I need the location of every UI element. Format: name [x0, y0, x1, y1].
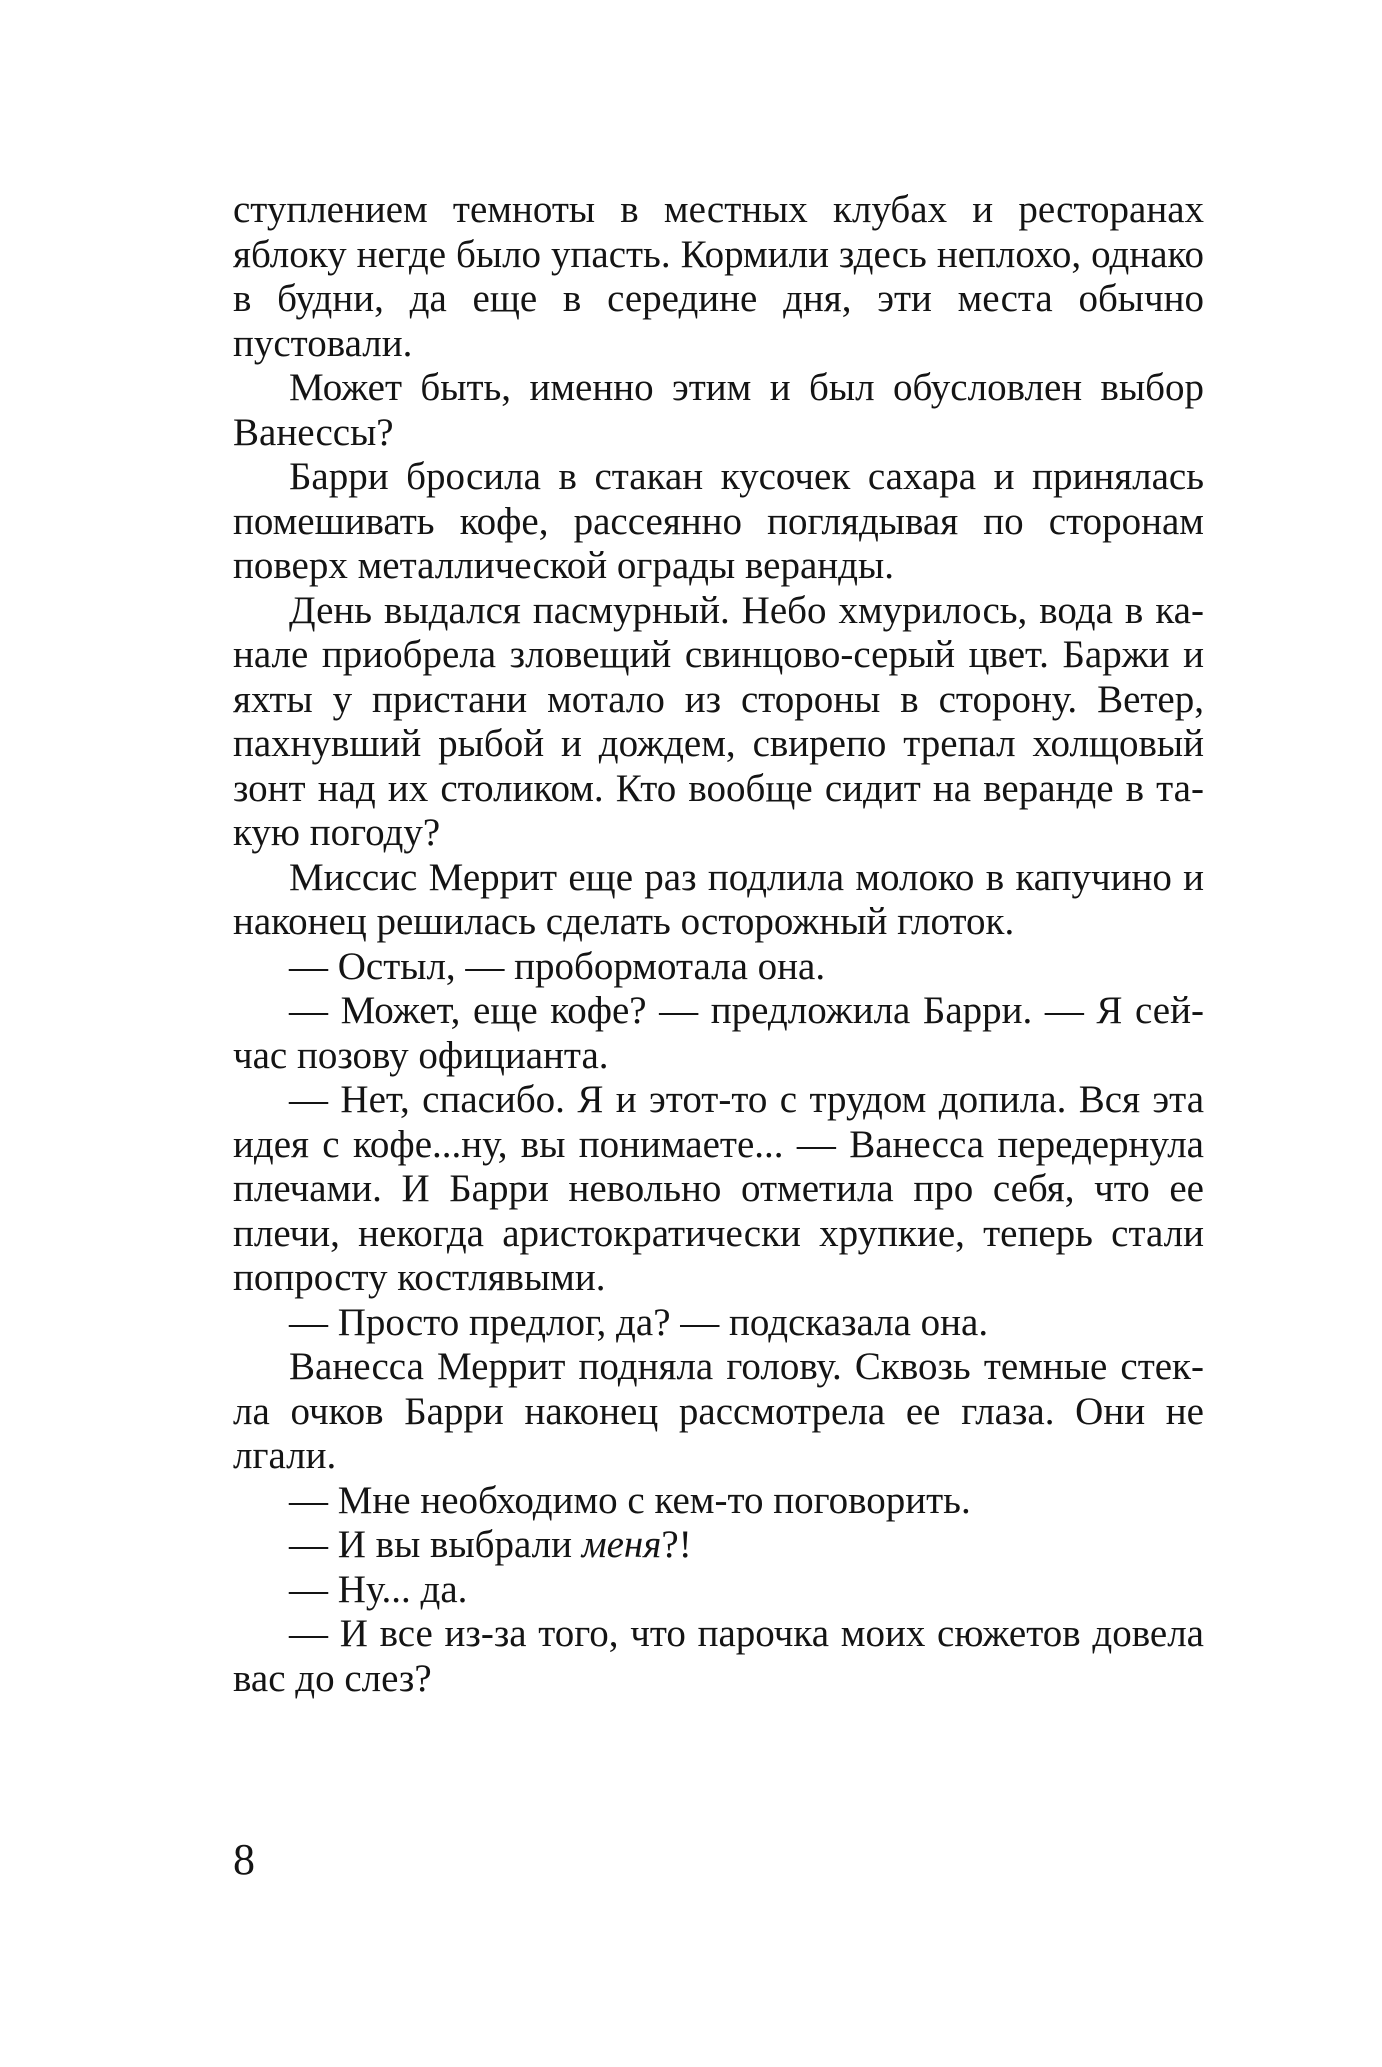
emphasis-after: ?! [661, 1523, 692, 1566]
emphasis-italic-word: меня [581, 1523, 662, 1566]
emphasis-before: — И вы выбрали [289, 1523, 582, 1566]
paragraph: Ванесса Меррит подняла голову. Сквозь темные стекла очков Барри наконец рассмотрела ее глаза. Они не лгали. [233, 1345, 1204, 1477]
paragraph: Барри бросила в стакан кусочек сахара и принялась помешивать кофе, рассеянно поглядывая по сторонам поверх металлической ограды веранды. [233, 455, 1204, 587]
dialogue-line: — И все из-за того, что парочка моих сюжетов довела вас до слез? [233, 1612, 1204, 1700]
dialogue-line: — Ну... да. [289, 1567, 468, 1611]
paragraph: Миссис Меррит еще раз подлила молоко в капучино и наконец решилась сделать осторожный глоток. [233, 855, 1204, 943]
paragraph: ступлением темноты в местных клубах и ресторанах яблоку негде было упасть. Кормили здесь неплохо, однако в будни, да еще в середине дня, эти места обычно пустовали. [233, 188, 1204, 365]
dialogue-line: — Мне необходимо с кем-то поговорить. [289, 1478, 971, 1522]
page-number: 8 [233, 1835, 255, 1884]
dialogue-line: — Остыл, — пробормотала она. [289, 944, 826, 988]
dialogue-line-emphasis [233, 1523, 1204, 1568]
paragraph: День выдался пасмурный. Небо хмурилось, вода в канале приобрела зловещий свинцово-серый цвет. Баржи и яхты у пристани мотало из стороны в сторону. Ветер, пахнувший рыбой и дождем, свирепо трепал холщовый зонт над их столиком. Кто вообще сидит на веранде в такую погоду? [233, 588, 1204, 854]
page-body-text [233, 188, 1204, 1701]
paragraph: Может быть, именно этим и был обусловлен выбор Ванессы? [233, 366, 1204, 454]
dialogue-line: — Просто предлог, да? — подсказала она. [289, 1300, 989, 1344]
dialogue-line: — Нет, спасибо. Я и этот-то с трудом допила. Вся эта идея с кофе...ну, вы понимаете... — Ванесса передернула плечами. И Барри невольно отметила про себя, что ее плечи, некогда аристократически хрупкие, теперь стали попросту костлявыми. [233, 1078, 1204, 1299]
dialogue-line: — Может, еще кофе? — предложила Барри. — Я сейчас позову официанта. [233, 989, 1204, 1077]
